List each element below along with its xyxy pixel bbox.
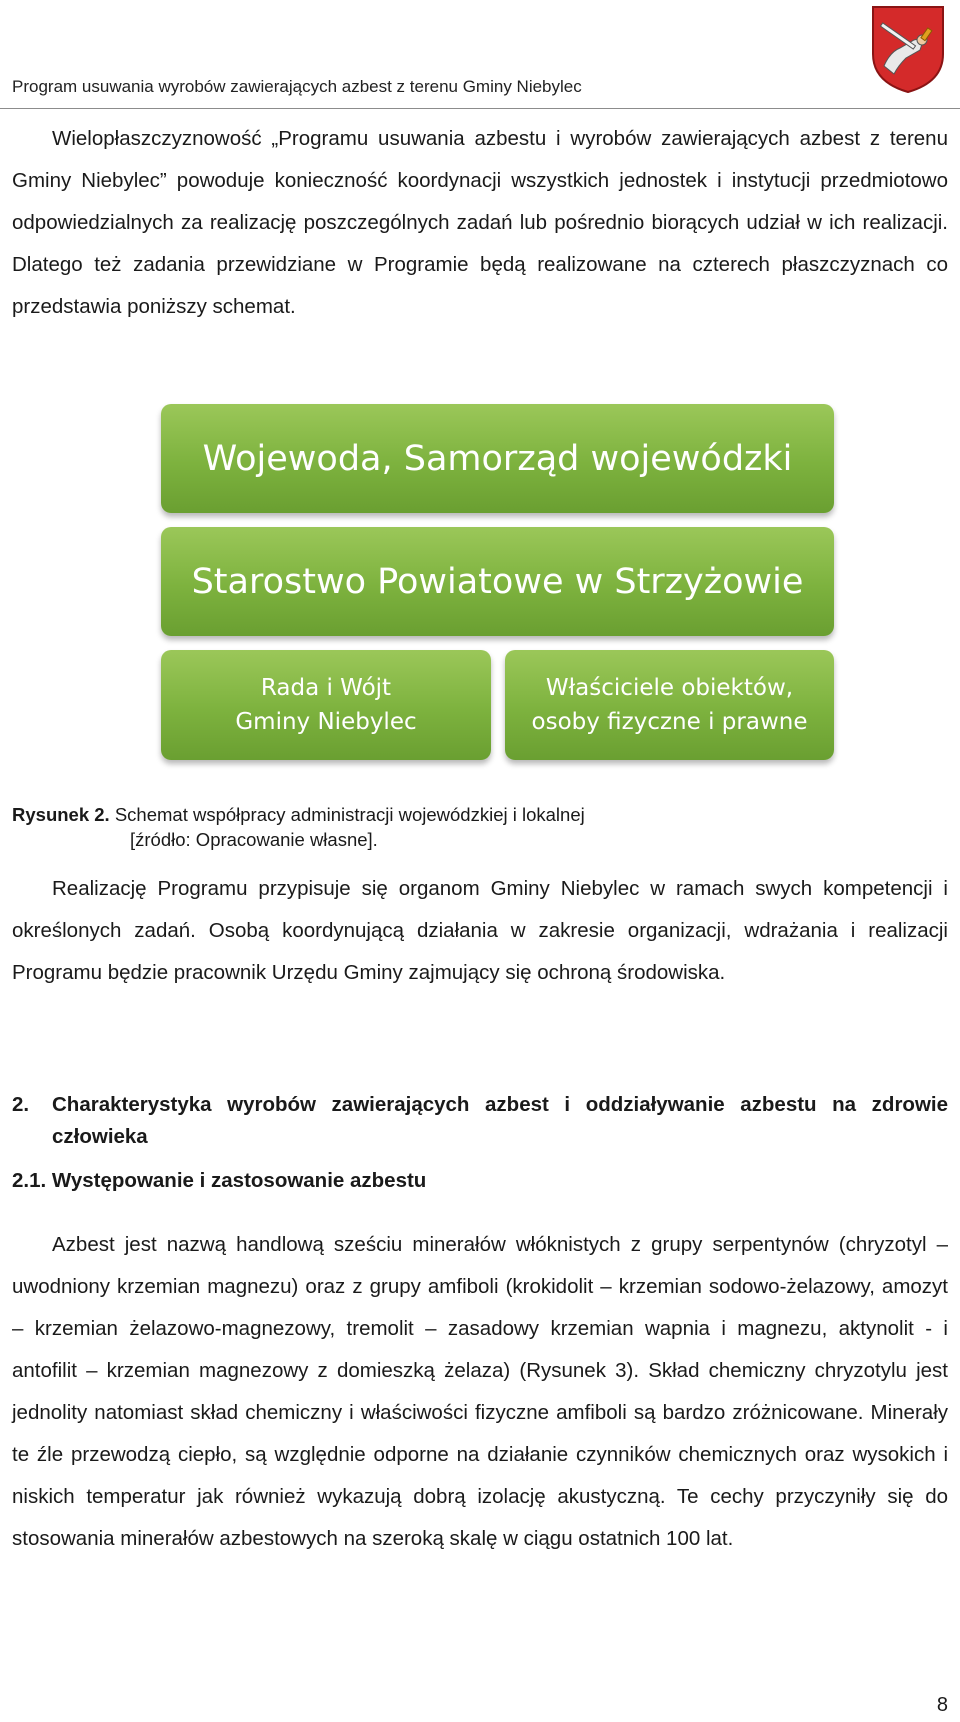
header-title: Program usuwania wyrobów zawierających azbest z terenu Gminy Niebylec <box>12 77 582 96</box>
diagram-box-owners: Właściciele obiektów, osoby fizyczne i prawne <box>505 650 834 760</box>
caption-source: [źródło: Opracowanie własne]. <box>130 829 378 850</box>
section-heading: Charakterystyka wyrobów zawierających azbest i oddziaływanie azbestu na zdrowie człowieka <box>52 1093 948 1148</box>
page-number: 8 <box>936 1694 948 1716</box>
subsection-number: 2.1. <box>12 1169 47 1192</box>
section-number: 2. <box>12 1093 30 1116</box>
coat-of-arms-icon <box>870 4 946 94</box>
diagram-box-voivode: Wojewoda, Samorząd wojewódzki <box>161 404 834 513</box>
intro-paragraph: Wielopłaszczyznowość „Programu usuwania azbestu i wyrobów zawierających azbest z terenu Gminy Niebylec” powoduje konieczność koordynacji wszystkich jednostek i instytucji przedmiotowo odpowiedzialnych za realizację poszczególnych zadań lub pośrednio biorących udział w ich realizacji. Dlatego też zadania przewidziane w Programie będą realizowane na czterech płaszczyznach co przedstawia poniższy schemat. <box>12 127 948 318</box>
caption-label: Rysunek 2. <box>12 804 110 825</box>
subsection-title: Występowanie i zastosowanie azbestu <box>51 1169 427 1192</box>
paragraph-asbestos-description: Azbest jest nazwą handlową sześciu minerałów włóknistych z grupy serpentynów (chryzotyl – uwodniony krzemian magnezu) oraz z grupy amfiboli (krokidolit – krzemian sodowo-żelazowy, amozyt – krzemian żelazowo-magnezowy, tremolit – zasadowy krzemian wapnia i magnezu, aktynolit - i antofilit – krzemian magnezowy z domieszką żelaza) (Rysunek 3). Skład chemiczny chryzotylu jest jednolity natomiast skład chemiczny i właściwości fizyczne amfiboli są bardzo zróżnicowane. Minerały te źle przewodzą ciepło, są względnie odporne na działanie czynników chemicznych oraz wysokich i niskich temperatur jak również wykazują dobrą izolację akustyczną. Te cechy przyczyniły się do stosowania minerałów azbestowych na szeroką skalę w ciągu ostatnich 100 lat. <box>12 1233 948 1550</box>
diagram-box-commune: Rada i Wójt Gminy Niebylec <box>161 650 491 760</box>
figure-caption <box>12 802 585 852</box>
caption-text: Schemat współpracy administracji wojewódzkiej i lokalnej <box>114 804 585 825</box>
paragraph-program-realization: Realizację Programu przypisuje się organom Gminy Niebylec w ramach swych kompetencji i określonych zadań. Osobą koordynującą działania w zakresie organizacji, wdrażania i realizacji Programu będzie pracownik Urzędu Gminy zajmujący się ochroną środowiska. <box>12 877 948 984</box>
diagram-box-county: Starostwo Powiatowe w Strzyżowie <box>161 527 834 636</box>
header-divider <box>0 108 960 109</box>
subsection-heading <box>12 1165 426 1197</box>
